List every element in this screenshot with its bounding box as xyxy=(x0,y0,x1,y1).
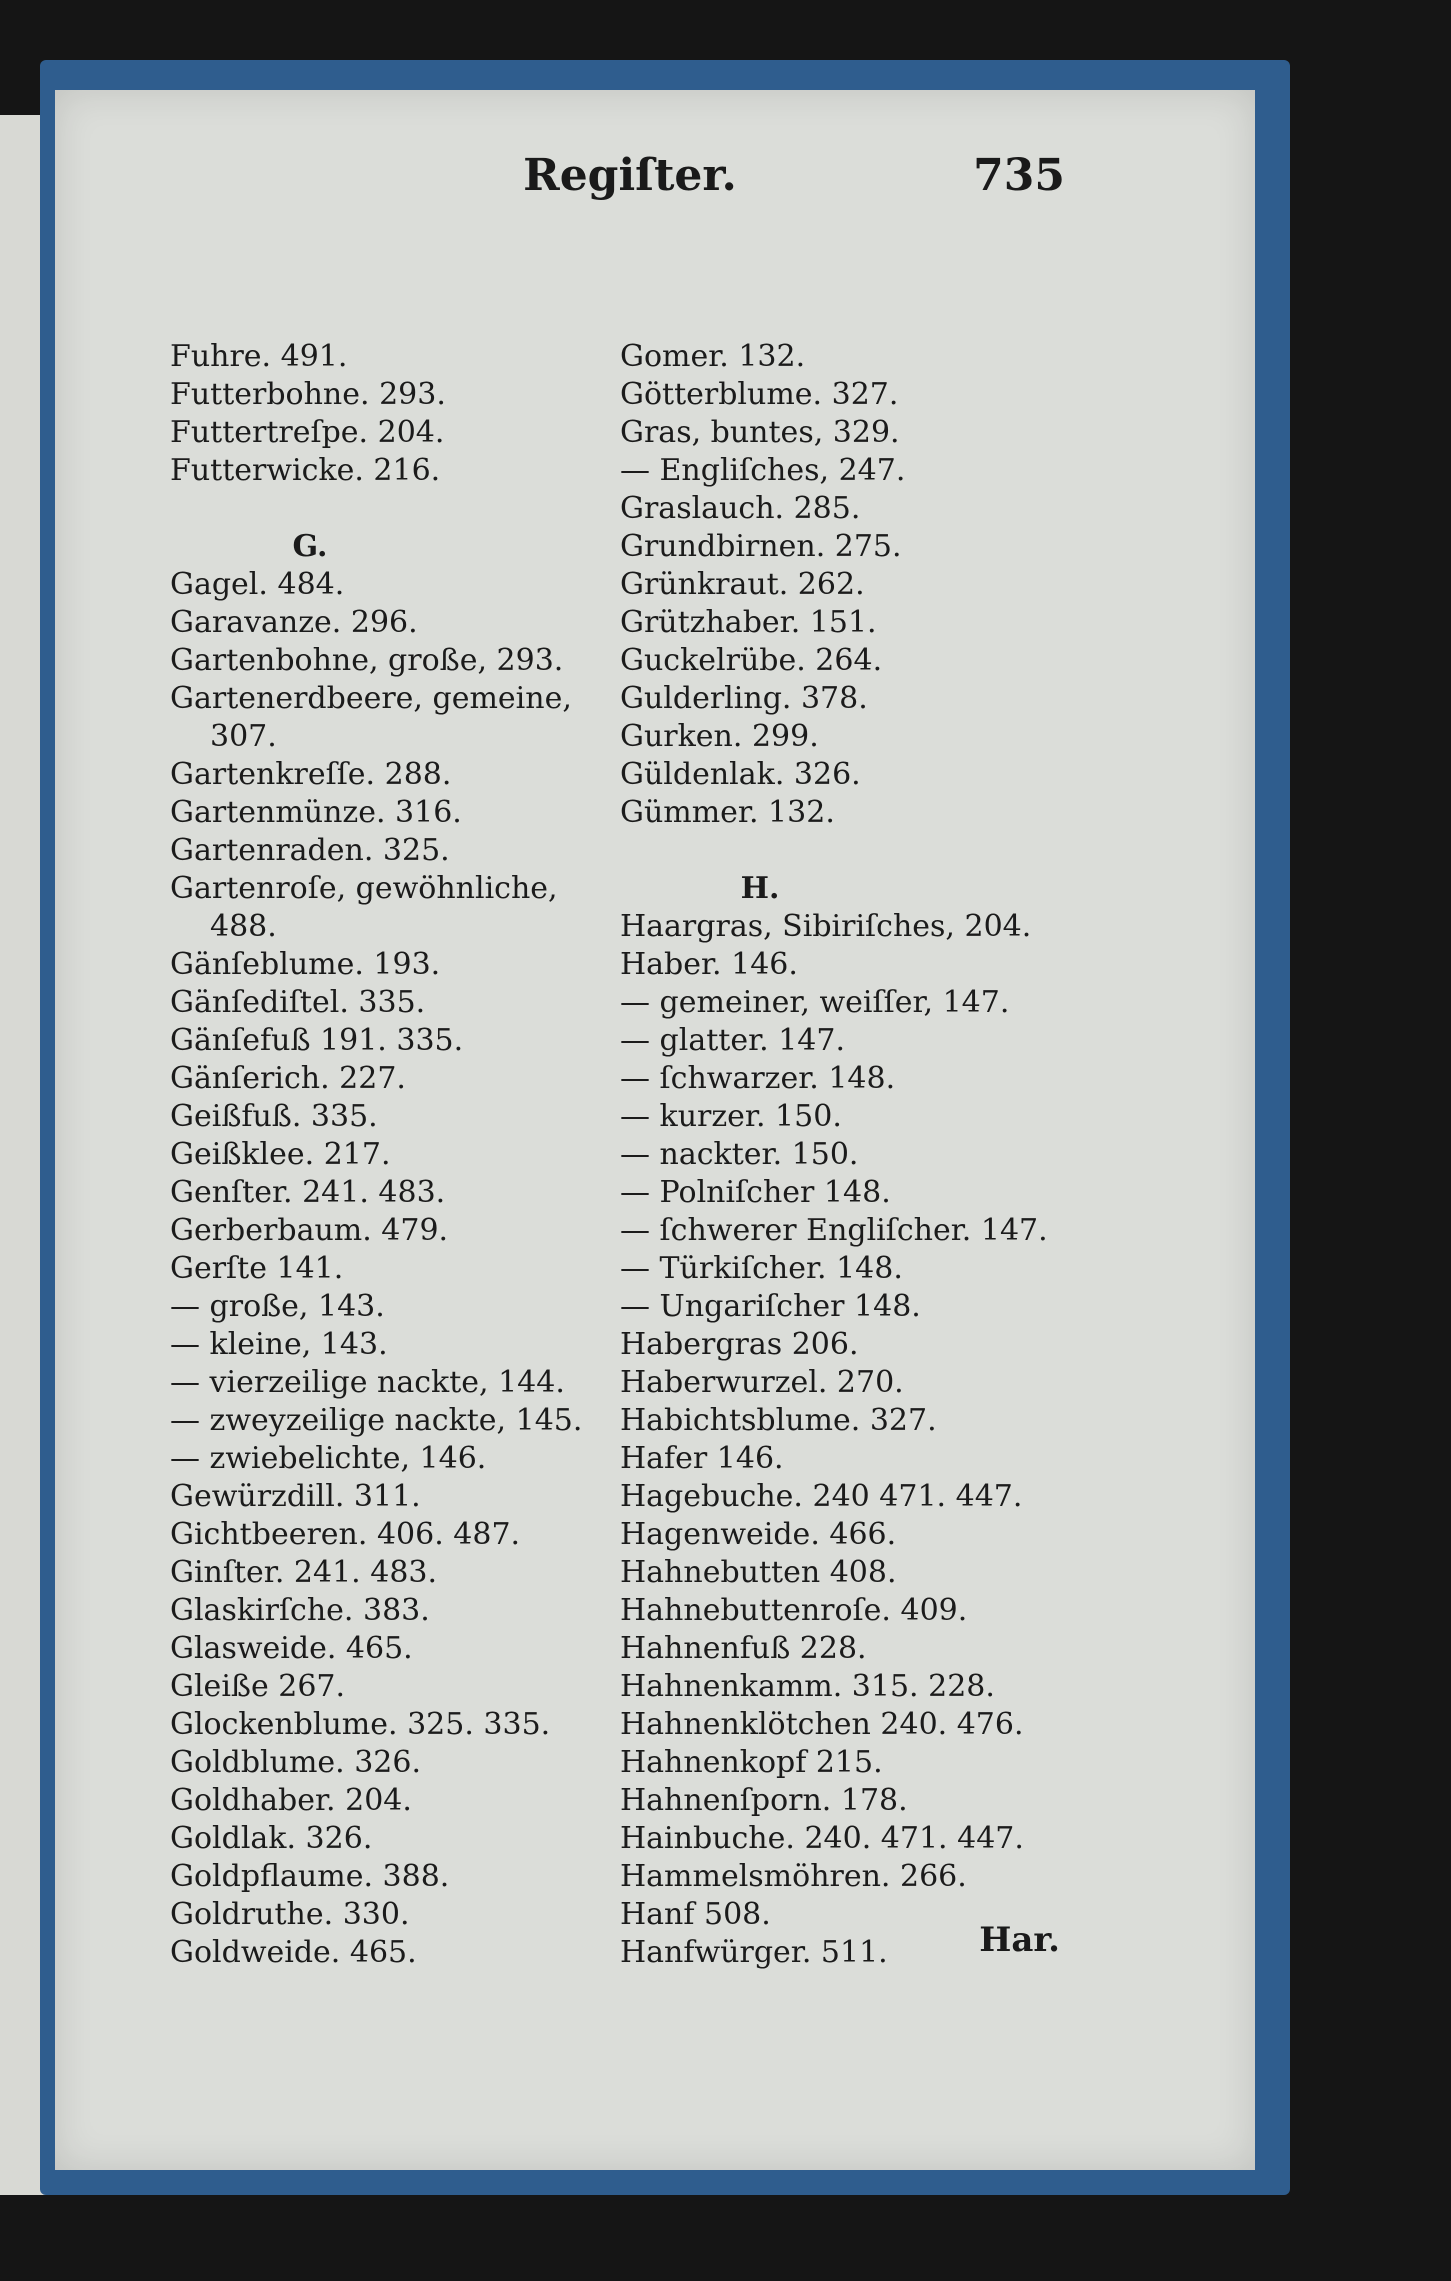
blank-line xyxy=(170,490,630,528)
register-entry: 307. xyxy=(210,719,277,754)
register-entry: Gerſte 141. xyxy=(170,1251,344,1286)
register-entry: Hanf 508. xyxy=(620,1897,771,1932)
catchword: Har. xyxy=(979,1920,1060,1960)
register-entry: — Türkiſcher. 148. xyxy=(620,1251,903,1286)
register-entry: — große, 143. xyxy=(170,1289,385,1324)
register-entry: Gartenroſe, gewöhnliche, xyxy=(170,871,558,906)
register-entry: — ſchwerer Engliſcher. 147. xyxy=(620,1213,1048,1248)
register-entry: Goldpflaume. 388. xyxy=(170,1859,450,1894)
register-entry: Gulderling. 378. xyxy=(620,681,868,716)
register-entry: Goldruthe. 330. xyxy=(170,1897,410,1932)
register-entry: Futtertreſpe. 204. xyxy=(170,415,445,450)
register-entry: Hagenweide. 466. xyxy=(620,1517,897,1552)
register-entry: — nackter. 150. xyxy=(620,1137,859,1172)
register-entry: — zwiebelichte, 146. xyxy=(170,1441,487,1476)
register-entry: Gartenmünze. 316. xyxy=(170,795,462,830)
page-title: Regiſter. xyxy=(523,150,737,201)
register-entry: Glasweide. 465. xyxy=(170,1631,413,1666)
register-entry: — ſchwarzer. 148. xyxy=(620,1061,896,1096)
register-entry: Gerberbaum. 479. xyxy=(170,1213,449,1248)
register-entry: Genſter. 241. 483. xyxy=(170,1175,446,1210)
register-entry: — kurzer. 150. xyxy=(620,1099,842,1134)
register-entry: Gänſediſtel. 335. xyxy=(170,985,426,1020)
register-entry: Goldweide. 465. xyxy=(170,1935,417,1970)
register-entry: Hahnenkopf 215. xyxy=(620,1745,883,1780)
register-entry: Futterbohne. 293. xyxy=(170,377,446,412)
register-entry: Goldblume. 326. xyxy=(170,1745,422,1780)
section-letter: G. xyxy=(292,529,328,564)
register-entry: Gartenkreſſe. 288. xyxy=(170,757,452,792)
register-entry: Graslauch. 285. xyxy=(620,491,861,526)
register-entry: Gartenraden. 325. xyxy=(170,833,450,868)
register-entry: Goldlak. 326. xyxy=(170,1821,373,1856)
register-entry: Hainbuche. 240. 471. 447. xyxy=(620,1821,1024,1856)
register-entry: Hafer 146. xyxy=(620,1441,784,1476)
register-entry: Goldhaber. 204. xyxy=(170,1783,412,1818)
register-entry: Fuhre. 491. xyxy=(170,339,348,374)
register-entry: Ginſter. 241. 483. xyxy=(170,1555,438,1590)
register-entry: Gichtbeeren. 406. 487. xyxy=(170,1517,521,1552)
register-entry: Grünkraut. 262. xyxy=(620,567,865,602)
register-entry: — zweyzeilige nackte, 145. xyxy=(170,1403,583,1438)
register-entry: Hahnenfuß 228. xyxy=(620,1631,867,1666)
register-entry: Gartenbohne, große, 293. xyxy=(170,643,564,678)
register-entry: 488. xyxy=(210,909,277,944)
register-entry: Hahnenklötchen 240. 476. xyxy=(620,1707,1024,1742)
register-entry: Hanfwürger. 511. xyxy=(620,1935,888,1970)
register-entry: Haberwurzel. 270. xyxy=(620,1365,904,1400)
register-entry: Haber. 146. xyxy=(620,947,798,982)
register-entry: Gagel. 484. xyxy=(170,567,345,602)
register-entry: Grützhaber. 151. xyxy=(620,605,877,640)
register-entry: — Ungariſcher 148. xyxy=(620,1289,921,1324)
register-entry: Habichtsblume. 327. xyxy=(620,1403,937,1438)
register-entry: Hammelsmöhren. 266. xyxy=(620,1859,967,1894)
register-entry: Gänſefuß 191. 335. xyxy=(170,1023,464,1058)
register-entry: Gänſeblume. 193. xyxy=(170,947,441,982)
register-entry: Gras, buntes, 329. xyxy=(620,415,900,450)
register-entry: Gänſerich. 227. xyxy=(170,1061,406,1096)
section-letter: H. xyxy=(740,871,780,906)
register-entry: Geißklee. 217. xyxy=(170,1137,391,1172)
register-entry: — kleine, 143. xyxy=(170,1327,388,1362)
register-entry: Gomer. 132. xyxy=(620,339,806,374)
blank-line xyxy=(620,832,1080,870)
register-entry: Haargras, Sibiriſches, 204. xyxy=(620,909,1032,944)
register-entry: Glaskirſche. 383. xyxy=(170,1593,430,1628)
register-entry: Hahnenkamm. 315. 228. xyxy=(620,1669,995,1704)
register-entry: — vierzeilige nackte, 144. xyxy=(170,1365,565,1400)
register-column-right xyxy=(620,338,1080,1972)
page-number: 735 xyxy=(973,150,1065,201)
register-entry: Guckelrübe. 264. xyxy=(620,643,883,678)
register-entry: Güldenlak. 326. xyxy=(620,757,861,792)
register-entry: Garavanze. 296. xyxy=(170,605,418,640)
register-entry: Gewürzdill. 311. xyxy=(170,1479,421,1514)
register-entry: Hagebuche. 240 471. 447. xyxy=(620,1479,1023,1514)
register-entry: Gurken. 299. xyxy=(620,719,819,754)
register-entry: Gleiße 267. xyxy=(170,1669,346,1704)
register-entry: — Polniſcher 148. xyxy=(620,1175,891,1210)
register-column-left xyxy=(170,338,630,1972)
register-entry: Glockenblume. 325. 335. xyxy=(170,1707,551,1742)
register-entry: — gemeiner, weiſſer, 147. xyxy=(620,985,1010,1020)
register-entry: — Engliſches, 247. xyxy=(620,453,906,488)
register-entry: Gartenerdbeere, gemeine, xyxy=(170,681,572,716)
register-entry: — glatter. 147. xyxy=(620,1023,845,1058)
register-entry: Hahnenſporn. 178. xyxy=(620,1783,908,1818)
register-entry: Habergras 206. xyxy=(620,1327,859,1362)
register-entry: Hahnebuttenroſe. 409. xyxy=(620,1593,968,1628)
register-entry: Geißfuß. 335. xyxy=(170,1099,378,1134)
register-entry: Grundbirnen. 275. xyxy=(620,529,902,564)
register-entry: Gümmer. 132. xyxy=(620,795,835,830)
register-entry: Futterwicke. 216. xyxy=(170,453,441,488)
register-entry: Götterblume. 327. xyxy=(620,377,899,412)
register-entry: Hahnebutten 408. xyxy=(620,1555,897,1590)
